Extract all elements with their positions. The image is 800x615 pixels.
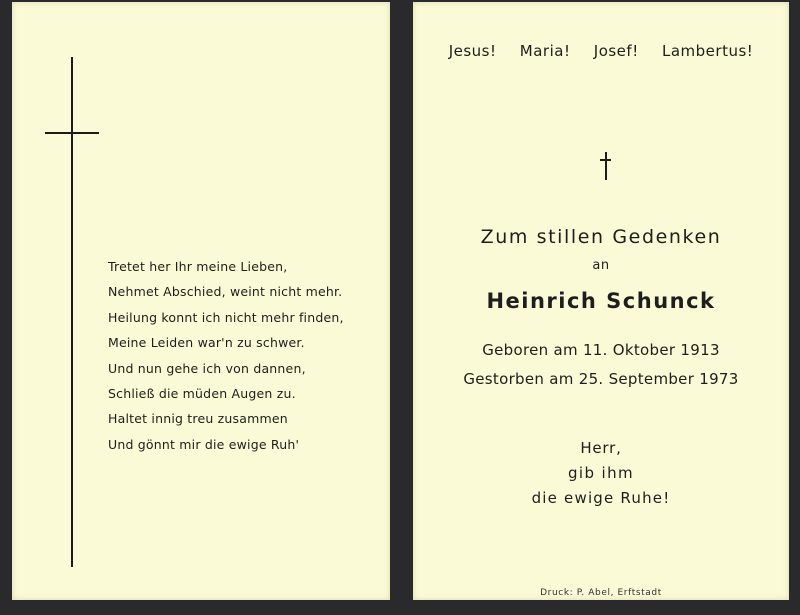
- poem-line: Nehmet Abschied, weint nicht mehr.: [108, 284, 343, 300]
- cross-horizontal-bar: [45, 132, 99, 134]
- left-card: [12, 2, 390, 600]
- poem-line: Und nun gehe ich von dannen,: [108, 360, 306, 376]
- poem-line: Heilung konnt ich nicht mehr finden,: [108, 309, 344, 325]
- poem-line: Meine Leiden war'n zu schwer.: [108, 335, 305, 351]
- prayer-line: Herr,: [580, 439, 622, 457]
- prayer-line: die ewige Ruhe!: [531, 489, 671, 507]
- died-line: Gestorben am 25. September 1973: [463, 370, 739, 388]
- right-card: [413, 2, 789, 600]
- small-cross-icon: [599, 152, 613, 180]
- deceased-name: Heinrich Schunck: [486, 289, 716, 313]
- saint-name: Lambertus!: [662, 42, 754, 60]
- saint-name: Jesus!: [448, 42, 497, 60]
- poem-line: Schließ die müden Augen zu.: [108, 385, 296, 401]
- born-line: Geboren am 11. Oktober 1913: [482, 341, 720, 359]
- poem-line: Haltet innig treu zusammen: [108, 411, 288, 427]
- memorial-title: Zum stillen Gedenken: [480, 226, 722, 248]
- saint-name: Maria!: [519, 42, 571, 60]
- poem-line: Tretet her Ihr meine Lieben,: [108, 259, 288, 274]
- printer-note: Druck: P. Abel, Erftstadt: [540, 588, 662, 598]
- saints-heading: [413, 42, 789, 60]
- poem: [108, 254, 388, 457]
- saint-name: Josef!: [593, 42, 639, 60]
- prayer-line: gib ihm: [567, 464, 635, 482]
- memorial-an: an: [592, 258, 610, 273]
- poem-line: Und gönnt mir die ewige Ruh': [108, 436, 300, 452]
